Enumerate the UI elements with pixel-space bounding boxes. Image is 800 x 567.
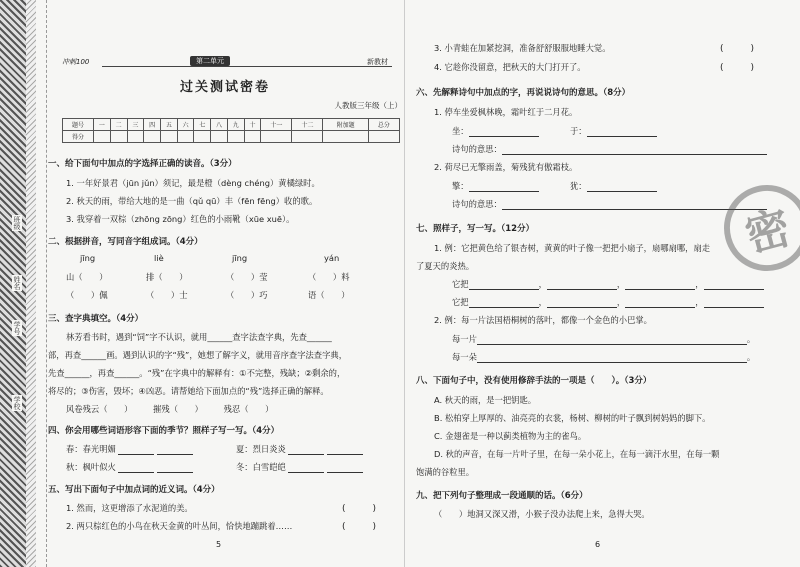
season-text: 秋：枫叶似火 [66, 462, 116, 472]
score-table-row [63, 131, 400, 143]
poem-meaning [452, 143, 767, 155]
score-input-cell[interactable] [194, 131, 211, 143]
poem-line: 1. 停车坐爱枫林晚，霜叶红于二月花。 [434, 107, 578, 117]
answer-blank[interactable] [587, 191, 657, 192]
season-text: 春：春光明媚 [66, 444, 116, 454]
poem-label: 犹： [570, 181, 587, 191]
answer-blank[interactable] [469, 289, 539, 290]
pinyin: jīng [232, 253, 248, 263]
answer-blank[interactable] [157, 454, 193, 455]
score-table-row [63, 119, 400, 131]
poem-label: 诗句的意思： [452, 144, 502, 154]
word-blank[interactable]: （ ）料 [308, 272, 350, 282]
secret-stamp: 密 [714, 175, 800, 280]
s7-line: 了夏天的炎热。 [416, 261, 475, 271]
binding-label-number: 学号 [13, 321, 21, 335]
word-blank[interactable]: 山（ ） [66, 272, 108, 282]
poem-blank [570, 180, 657, 192]
score-input-cell[interactable] [110, 131, 127, 143]
s5-item: 4. 它趁你没留意，把秋天的大门打开了。 [434, 62, 586, 72]
s5-item: 2. 两只棕红色的小鸟在秋天金黄的叶丛间，恰快地蹦跳着…… [66, 521, 293, 531]
s3-line: 部，再查______画。遇到认识的字“残”，她想了解字义，就用音序查字法查字典， [48, 350, 347, 360]
option-c[interactable]: C. 金翅雀是一种以蓟类植物为主的雀鸟。 [434, 431, 587, 441]
section-7-heading: 七、照样子，写一写。（12分） [416, 224, 535, 234]
answer-blank[interactable] [118, 472, 154, 473]
brand: 冲刺100 [62, 58, 90, 66]
score-input-cell[interactable] [127, 131, 144, 143]
pinyin: yán [324, 253, 340, 263]
section-6-heading: 六、先解释诗句中加点的字，再说说诗句的意思。（8分） [416, 88, 631, 98]
poem-blank [570, 125, 657, 137]
poem-label: 坐： [452, 126, 469, 136]
score-cell: 十二 [292, 119, 323, 131]
option-d[interactable]: D. 秋的声音，在每一片叶子里，在每一朵小花上，在每一滴汗水里，在每一颗 [434, 449, 720, 459]
season-example [66, 443, 193, 455]
answer-blank[interactable] [157, 472, 193, 473]
score-cell: 九 [227, 119, 244, 131]
score-input-cell[interactable] [211, 131, 228, 143]
word-blank[interactable]: （ ）莹 [226, 272, 268, 282]
season-example [66, 461, 193, 473]
s5-item: 1. 然而，这更增添了水泥道的美。 [66, 503, 193, 513]
poem-line: 2. 荷尽已无擎雨盖，菊残犹有傲霜枝。 [434, 162, 578, 172]
s7-fill: 它把 ， ， ， [452, 278, 764, 290]
page-number-left: 5 [216, 540, 222, 549]
answer-blank[interactable] [547, 289, 617, 290]
s5-item: 3. 小青蛙在加紧挖洞，准备舒舒服服地睡大觉。 [434, 43, 611, 53]
answer-blank[interactable] [477, 362, 747, 363]
binding-strip-inner [26, 0, 36, 567]
answer-parens[interactable]: ( ) [720, 63, 755, 73]
s7-fill: 每一朵 。 [452, 352, 756, 362]
score-input-cell[interactable] [261, 131, 292, 143]
s1-item: 1. 一年好景君（jūn jǔn）须记，最是橙（dèng chéng）黄橘绿时。 [66, 178, 320, 188]
poem-blank [452, 180, 539, 192]
score-cell: 三 [127, 119, 144, 131]
score-input-cell[interactable] [292, 131, 323, 143]
exam-title: 过关测试密卷 [179, 80, 270, 95]
s7-label: 每一片 [452, 334, 477, 344]
season-text: 夏：烈日炎炎 [236, 444, 286, 454]
binding-label-school: 学校 [13, 396, 21, 410]
answer-blank[interactable] [469, 307, 539, 308]
season-example [236, 461, 363, 473]
section-3-heading: 三、查字典填空。（4分） [48, 314, 144, 324]
s7-label: 每一朵 [452, 352, 477, 362]
word-blank[interactable]: （ ）士 [146, 290, 188, 300]
answer-blank[interactable] [288, 454, 324, 455]
section-2-heading: 二、根据拼音，写同音字组成词。（4分） [48, 237, 203, 247]
score-cell: 得分 [63, 131, 94, 143]
answer-parens[interactable]: ( ) [342, 504, 377, 514]
s1-item: 2. 秋天的雨，带给大地的是一曲（qǔ qū）丰（fēn fēng）收的歌。 [66, 196, 318, 206]
answer-blank[interactable] [704, 307, 764, 308]
answer-blank[interactable] [469, 136, 539, 137]
poem-label: 擎： [452, 181, 469, 191]
answer-blank[interactable] [587, 136, 657, 137]
grade-label: 人教版三年级（上） [334, 101, 402, 110]
score-cell: 十 [244, 119, 261, 131]
s9-item: （ ）地洞又深又滑，小猴子没办法爬上来，急得大哭。 [434, 509, 650, 519]
answer-parens[interactable]: ( ) [342, 522, 377, 532]
score-input-cell[interactable] [177, 131, 194, 143]
s3-line: 风卷残云（ ） 摧残（ ） 残忍（ ） [66, 404, 274, 414]
s3-line: 将尽的；③伤害，毁坏；④凶恶。请帮她给下面加点的“残”选择正确的解释。 [48, 386, 329, 396]
score-input-cell[interactable] [368, 131, 399, 143]
score-cell: 五 [160, 119, 177, 131]
section-8-heading: 八、下面句子中，没有使用修辞手法的一项是（ ）。（3分） [416, 376, 652, 386]
poem-meaning [452, 198, 767, 210]
s7-fill: 它把 ， ， ， [452, 296, 764, 308]
binding-label-class: 班级 [13, 216, 21, 230]
score-cell: 题号 [63, 119, 94, 131]
s1-item: 3. 我穿着一双棕（zhōng zōng）红色的小雨靴（xūe xuē）。 [66, 214, 295, 224]
score-cell: 四 [144, 119, 161, 131]
score-cell: 附加题 [323, 119, 368, 131]
word-blank[interactable]: （ ）巧 [226, 290, 268, 300]
page-fold [404, 0, 405, 567]
score-cell: 总分 [368, 119, 399, 131]
answer-blank[interactable] [625, 289, 695, 290]
season-example [236, 443, 363, 455]
word-blank[interactable]: 排（ ） [146, 272, 188, 282]
score-cell: 八 [211, 119, 228, 131]
answer-blank[interactable] [477, 344, 747, 345]
score-cell: 十一 [261, 119, 292, 131]
s3-line: 先查______，再查______。“残”在字典中的解释有：①不完整，残缺；②剩余的， [48, 368, 346, 378]
season-text: 冬：白雪皑皑 [236, 462, 286, 472]
answer-blank[interactable] [118, 454, 154, 455]
score-cell: 六 [177, 119, 194, 131]
answer-blank[interactable] [502, 154, 767, 155]
answer-blank[interactable] [704, 289, 764, 290]
answer-blank[interactable] [327, 454, 363, 455]
score-input-cell[interactable] [160, 131, 177, 143]
answer-blank[interactable] [625, 307, 695, 308]
score-input-cell[interactable] [227, 131, 244, 143]
unit-badge: 第二单元 [190, 56, 230, 66]
score-cell: 二 [110, 119, 127, 131]
option-a[interactable]: A. 秋天的雨，是一把钥匙。 [434, 395, 537, 405]
poem-label: 于： [570, 126, 587, 136]
section-9-heading: 九、把下列句子整理成一段通顺的话。（6分） [416, 491, 588, 501]
answer-blank[interactable] [288, 472, 324, 473]
score-input-cell[interactable] [323, 131, 368, 143]
score-table [62, 118, 400, 143]
option-d-cont: 饱满的谷粒里。 [416, 467, 475, 477]
page-number-right: 6 [595, 540, 601, 549]
header-rule [102, 66, 392, 67]
poem-blank [452, 125, 539, 137]
score-input-cell[interactable] [144, 131, 161, 143]
pinyin: liè [154, 253, 164, 263]
score-input-cell[interactable] [94, 131, 111, 143]
s7-label: 它把 [452, 297, 469, 307]
answer-parens[interactable]: ( ) [720, 44, 755, 54]
score-cell: 七 [194, 119, 211, 131]
s7-fill: 每一片 。 [452, 334, 756, 344]
answer-blank[interactable] [547, 307, 617, 308]
edition: 新教材 [367, 58, 388, 66]
word-blank[interactable]: 语（ ） [308, 290, 350, 300]
section-1-heading: 一、给下面句中加点的字选择正确的读音。（3分） [48, 159, 237, 169]
word-blank[interactable]: （ ）佩 [66, 290, 108, 300]
s7-label: 它把 [452, 279, 469, 289]
score-input-cell[interactable] [244, 131, 261, 143]
s3-line: 林芳看书时，遇到“饲”字不认识，就用______查字法查字典，先查______ [66, 332, 332, 342]
option-b[interactable]: B. 松柏穿上厚厚的、油亮亮的衣裳，杨树、柳树的叶子飘到树妈妈的脚下。 [434, 413, 711, 423]
s7-line: 2. 例：每一片法国梧桐树的落叶，都像一个金色的小巴掌。 [434, 315, 652, 325]
pinyin: jīng [80, 253, 96, 263]
binding-label-name: 姓名 [13, 276, 21, 290]
section-5-heading: 五、写出下面句子中加点词的近义词。（4分） [48, 485, 220, 495]
answer-blank[interactable] [327, 472, 363, 473]
poem-label: 诗句的意思： [452, 199, 502, 209]
s7-line: 1. 例：它把黄色给了银杏树，黄黄的叶子像一把把小扇子，扇哪扇哪，扇走 [434, 243, 711, 253]
section-4-heading: 四、你会用哪些词语形容下面的季节？照样子写一写。（4分） [48, 426, 280, 436]
score-cell: 一 [94, 119, 111, 131]
answer-blank[interactable] [469, 191, 539, 192]
